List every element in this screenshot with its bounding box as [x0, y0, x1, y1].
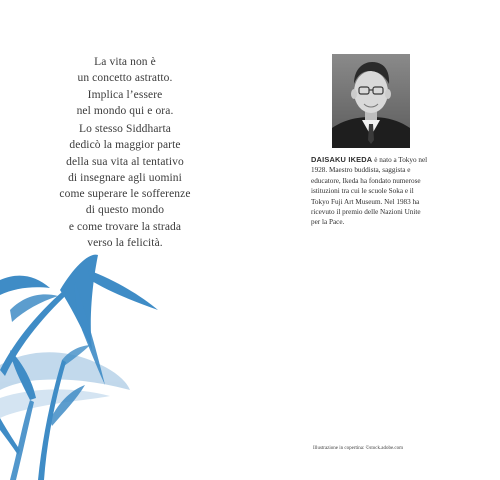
quote-line: Implica l’essere — [87, 88, 163, 101]
right-page — [250, 0, 500, 480]
quote-line: Lo stesso Siddharta — [79, 123, 171, 135]
portrait-photo — [332, 54, 410, 148]
quote-line: un concetto astratto. — [77, 72, 173, 85]
quote-line: La vita non è — [94, 56, 156, 68]
quote-line: di insegnare agli uomini — [68, 171, 182, 184]
quote-line: della sua vita al tentativo — [66, 155, 184, 168]
quote-line: nel mondo qui e ora. — [76, 104, 174, 117]
author-portrait — [332, 54, 410, 148]
bio-text: è nato a Tokyo nel 1928. Maestro buddista, saggista e educatore, Ikeda ha fondato numerose istituzioni tra cui le scuole Soka e il Tokyo Fuji Art Museum. Nel 1983 ha ricevuto il premio delle Nazioni Unite per la Pace. — [311, 156, 428, 227]
cover-credit: Illustrazione in copertina: ©stock.adobe.com — [313, 446, 404, 451]
quote-line: dedicò la maggior parte — [69, 139, 181, 152]
bamboo-illustration — [0, 250, 250, 480]
quote-block-1 — [20, 54, 230, 119]
author-name: DAISAKU IKEDA — [311, 155, 375, 164]
quote-line: verso la felicità. — [87, 237, 163, 250]
quote-line: e come trovare la strada — [68, 220, 182, 233]
quote-line: come superare le sofferenze — [59, 188, 191, 201]
quote-block-2 — [20, 121, 230, 251]
quote-line: di questo mondo — [85, 204, 165, 217]
author-bio — [311, 155, 431, 228]
